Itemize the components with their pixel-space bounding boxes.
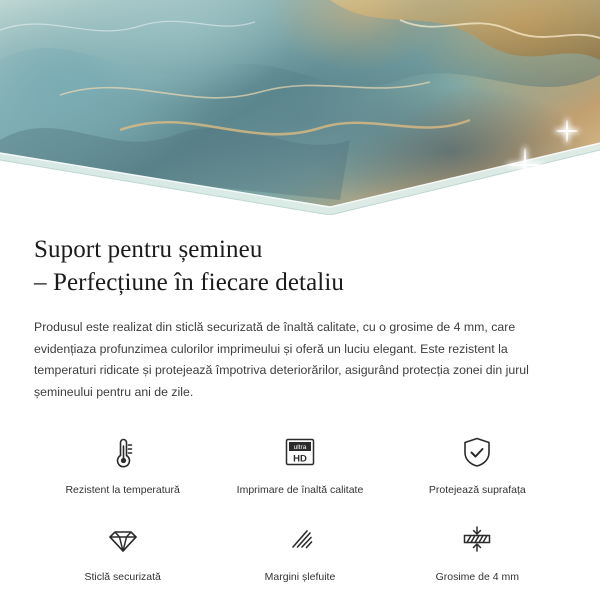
feature-item-surface-protection: [389, 429, 566, 498]
glass-edge: [0, 0, 600, 215]
feature-label: Margini șlefuite: [264, 570, 336, 583]
feature-label: Protejează suprafața: [428, 484, 526, 497]
feature-grid: [34, 429, 566, 584]
ultra-hd-icon: [277, 429, 323, 475]
description-paragraph: Produsul este realizat din sticlă securizată de înaltă calitate, cu o grosime de 4 mm, care evidențiaza profunzimea culorilor imprimeului și oferă un luciu elegant. Este rezistent la temperaturi ridicate și protejează împotriva deteriorărilor, asigurând protecția zonei din jurul șemineului pentru ani de zile.: [34, 320, 529, 399]
thermometer-icon: [100, 429, 146, 475]
svg-text:ultra: ultra: [293, 444, 307, 452]
feature-label: Grosime de 4 mm: [435, 570, 520, 583]
page-title-line1: Suport pentru șemineu: [34, 236, 263, 263]
svg-text:HD: HD: [293, 453, 307, 465]
feature-label: Imprimare de înaltă calitate: [236, 484, 364, 497]
feature-item-print-quality: [211, 429, 388, 498]
hero-image: [0, 0, 600, 215]
feature-label: Sticlă securizată: [84, 570, 161, 583]
feature-item-tempered-glass: [34, 516, 211, 585]
feature-label: Rezistent la temperatură: [65, 484, 180, 497]
content-area: [0, 233, 600, 584]
feature-item-thickness: [389, 516, 566, 585]
diamond-icon: [100, 516, 146, 562]
feature-item-temperature: [34, 429, 211, 498]
page-title-line2: – Perfecțiune în fiecare detaliu: [34, 269, 344, 296]
shield-check-icon: [454, 429, 500, 475]
polished-edges-icon: [277, 516, 323, 562]
page-title: [34, 233, 566, 299]
thickness-4mm-icon: [454, 516, 500, 562]
feature-item-polished-edges: [211, 516, 388, 585]
